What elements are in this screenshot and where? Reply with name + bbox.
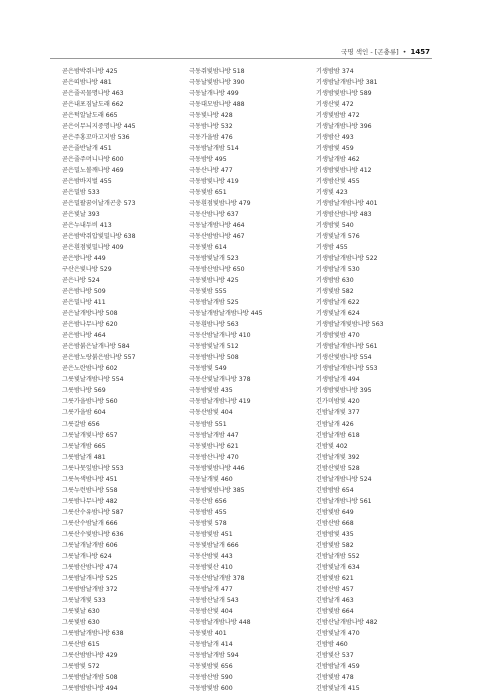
index-entry: 곧은나방 524 — [62, 277, 100, 285]
index-entry: 기생밤날개 622 — [316, 299, 360, 307]
index-entry: 곧은노란밤나방 602 — [62, 365, 118, 373]
index-entry: 기생밤산빛 455 — [316, 178, 360, 186]
index-entry: 그릇날개빛나방 657 — [62, 431, 118, 439]
index-entry: 곧은밤나무나방 620 — [62, 321, 118, 329]
index-entry: 극동빛밤 614 — [189, 244, 227, 252]
index-entry: 기생밤날개밤나방 553 — [316, 365, 378, 373]
index-entry: 극동밤빛날개 512 — [189, 343, 239, 351]
index-entry: 곧은밤바지벌 455 — [62, 178, 112, 186]
index-entry: 극동산밤빛 443 — [189, 552, 233, 560]
index-entry: 그릇밤날개 481 — [62, 453, 106, 461]
index-entry: 극동산빛날개나방 378 — [189, 376, 251, 384]
index-entry: 긴밤날개 463 — [316, 596, 354, 604]
header-bullet: • — [402, 47, 407, 56]
index-entry: 곧은밤나방 464 — [62, 332, 106, 340]
index-entry: 긴밤밤 460 — [316, 640, 348, 648]
index-entry: 기생밤날개빛밤나방 563 — [316, 321, 384, 329]
index-entry: 긴밤날개빛 377 — [316, 409, 360, 417]
index-entry: 극동빛밤 401 — [189, 629, 227, 637]
index-column-1 — [62, 66, 188, 694]
index-entry: 극동밤빛밤 600 — [189, 684, 233, 692]
index-entry: 긴밤날개빛 392 — [316, 453, 360, 461]
index-entry: 곧은방나방 449 — [62, 255, 106, 263]
index-entry: 기생빛밤 582 — [316, 288, 354, 296]
index-entry: 그릇산수밤날개 666 — [62, 519, 118, 527]
index-entry: 기생밤밤 630 — [316, 277, 354, 285]
index-entry: 극동밤산나방 470 — [189, 453, 239, 461]
index-entry: 곧은주홍꼬마고지밤 536 — [62, 134, 130, 142]
index-entry: 곧은날개방나방 508 — [62, 310, 118, 318]
index-entry: 곧은줄주머니나방 600 — [62, 156, 124, 164]
index-entry: 그릇산밤 615 — [62, 640, 100, 648]
index-entry: 기생밤날개 530 — [316, 266, 360, 274]
index-entry: 그릇밤산밤나방 474 — [62, 563, 118, 571]
index-entry: 극동밤산밤나방 650 — [189, 266, 245, 274]
index-entry: 긴가미밤빛 420 — [316, 398, 360, 406]
index-entry: 그릇밤나방 569 — [62, 387, 106, 395]
index-entry: 극동밤날개밤나방 448 — [189, 618, 251, 626]
index-entry: 극동산밤밤나방 467 — [189, 233, 245, 241]
index-entry: 극동날개빛 460 — [189, 475, 233, 483]
index-entry: 그릇날개밤 665 — [62, 442, 106, 450]
index-entry: 그릇나뭇잎밤나방 553 — [62, 464, 124, 472]
index-entry: 긴밤빛날개 415 — [316, 684, 360, 692]
index-entry: 극동밤날개밤나방 419 — [189, 398, 251, 406]
index-columns — [62, 66, 442, 694]
index-entry: 구산은빛나방 529 — [62, 266, 112, 274]
index-entry: 그릇밤밤밤나방 494 — [62, 684, 118, 692]
index-entry: 기생밤빛밤나방 395 — [316, 387, 372, 395]
index-entry: 극동밤밤나방 508 — [189, 354, 239, 362]
index-entry: 곧은밀노볼깨나방 469 — [62, 167, 124, 175]
index-entry: 극동날개밤날개밤나방 445 — [189, 310, 263, 318]
index-entry: 그릇밤밤날개밤 372 — [62, 585, 118, 593]
index-entry: 그릇빛날개밤나방 554 — [62, 376, 124, 384]
index-entry: 극동밤빛나방 419 — [189, 178, 239, 186]
running-title: 국명 색인 - [곤충류] — [341, 48, 399, 56]
index-column-3 — [316, 66, 442, 694]
index-entry: 긴밤날개밤 552 — [316, 552, 360, 560]
index-entry: 긴밤빛밤 649 — [316, 508, 354, 516]
index-entry: 극동밤날개 477 — [189, 585, 233, 593]
index-entry: 극동밤빛밤 451 — [189, 530, 233, 538]
index-entry: 기생밤빛 540 — [316, 222, 354, 230]
index-entry: 극동대모밤나방 488 — [189, 101, 245, 109]
index-entry: 그릇녹색밤나방 451 — [62, 475, 118, 483]
index-entry: 곧은줄곡물명나방 463 — [62, 90, 124, 98]
index-entry: 그릇밤날개나방 525 — [62, 574, 118, 582]
index-entry: 그릇가을밤 604 — [62, 409, 106, 417]
index-entry: 긴밤빛산 537 — [316, 651, 354, 659]
index-entry: 긴밤빛밤 582 — [316, 541, 354, 549]
index-entry: 극동빛밤 555 — [189, 288, 227, 296]
index-entry: 곧은흰점빛밀나방 409 — [62, 244, 124, 252]
index-entry: 극동가을밤 476 — [189, 134, 233, 142]
index-entry: 극동산밤날개밤 378 — [189, 574, 245, 582]
index-entry: 극동빛밤나방 425 — [189, 277, 239, 285]
page-number: 1457 — [410, 47, 430, 56]
index-entry: 긴밤산밤 457 — [316, 585, 354, 593]
index-entry: 긴밤밤밤 654 — [316, 486, 354, 494]
index-entry: 곧은이무늬지중명나방 445 — [62, 123, 136, 131]
index-entry: 긴밤산빛밤 528 — [316, 464, 360, 472]
index-entry: 긴밤날개 426 — [316, 420, 354, 428]
index-entry: 긴밤빛 402 — [316, 442, 348, 450]
index-entry: 긴밤빛날개 470 — [316, 629, 360, 637]
header-rule — [50, 58, 432, 59]
index-entry: 극동밤날개밤 514 — [189, 145, 239, 153]
index-entry: 그릇빛밤 630 — [62, 618, 100, 626]
index-entry: 곧은밤노랑붉은밤나방 557 — [62, 354, 136, 362]
index-entry: 곧은밤붉은날개나방 584 — [62, 343, 130, 351]
index-entry: 그릇밤밤날개밤 508 — [62, 673, 118, 681]
index-entry: 그릇날개나방 624 — [62, 552, 112, 560]
index-entry: 기생밤빛밤나방 412 — [316, 167, 372, 175]
index-entry: 극동밤빛산 410 — [189, 563, 233, 571]
index-entry: 극동밤날개밤 447 — [189, 431, 239, 439]
index-entry: 기생밤산 493 — [316, 134, 354, 142]
index-entry: 극동밤날개밤 525 — [189, 299, 239, 307]
index-entry: 곧은밀팔꿈이날개곤충 573 — [62, 200, 136, 208]
index-entry: 기생산빛 472 — [316, 101, 354, 109]
index-entry: 극동흰점빛밤나방 479 — [189, 200, 251, 208]
index-entry: 극동산밤 656 — [189, 497, 227, 505]
index-entry: 극동밤산빛 404 — [189, 607, 233, 615]
index-entry: 극동밤밤 551 — [189, 420, 227, 428]
index-entry: 극동밤날개 414 — [189, 640, 233, 648]
index-entry: 극동빛밤빛 656 — [189, 662, 233, 670]
index-entry: 곧은밀밤 533 — [62, 189, 100, 197]
index-entry: 그릇누런밤나방 558 — [62, 486, 118, 494]
index-entry: 극동밤산날개 543 — [189, 596, 239, 604]
index-entry: 극동빛나방 428 — [189, 112, 233, 120]
index-entry: 극동산밤나방 637 — [189, 211, 239, 219]
index-entry: 기생빛밤밤 472 — [316, 112, 360, 120]
index-entry: 극동밤빛밤나방 446 — [189, 464, 245, 472]
index-entry: 그릇밤날개밤나방 638 — [62, 629, 124, 637]
index-entry: 기생밤날개밤나방 561 — [316, 343, 378, 351]
index-entry: 그릇날개빛 533 — [62, 596, 106, 604]
index-entry: 기생밤날개밤나방 381 — [316, 79, 378, 87]
index-entry: 극동밤날개밤 594 — [189, 651, 239, 659]
index-entry: 극동쥐빛밤나방 518 — [189, 68, 245, 75]
index-entry: 그릇가을밤나방 560 — [62, 398, 118, 406]
index-entry: 곧은밤박쥐압빛밀나방 638 — [62, 233, 136, 241]
index-entry: 그릇산밤밤나방 429 — [62, 651, 118, 659]
index-entry: 기생빛날개 576 — [316, 233, 360, 241]
index-entry: 극동밤빛 578 — [189, 519, 227, 527]
index-entry: 긴밤밤빛 435 — [316, 530, 354, 538]
index-entry: 긴밤밤날개 459 — [316, 662, 360, 670]
index-entry: 기생날개밤나방 396 — [316, 123, 372, 131]
index-entry: 극동밤방 495 — [189, 156, 227, 164]
index-entry: 극동밤밤 455 — [189, 508, 227, 516]
index-entry: 기생빛 423 — [316, 189, 348, 197]
index-entry: 극동밤빛 549 — [189, 365, 227, 373]
index-entry: 곧은띠밤나방 481 — [62, 79, 112, 87]
index-entry: 그릇빛날 630 — [62, 607, 100, 615]
index-entry: 곧은빛날 393 — [62, 211, 100, 219]
index-entry: 그릇밤나무나방 482 — [62, 497, 118, 505]
index-entry: 극동산밤날개나방 410 — [189, 332, 251, 340]
index-entry: 그릇갈밤 656 — [62, 420, 100, 428]
index-entry: 기생밤산밤나방 483 — [316, 211, 372, 219]
index-entry: 긴밤날개밤 618 — [316, 431, 360, 439]
index-entry: 기생밤빛밤나방 589 — [316, 90, 372, 98]
index-entry: 극동날빛밤나방 390 — [189, 79, 245, 87]
running-header — [341, 47, 430, 56]
index-entry: 기생밤날개밤나방 522 — [316, 255, 378, 263]
index-entry: 곧은줄반날개 451 — [62, 145, 112, 153]
index-entry: 기생밤 455 — [316, 244, 348, 252]
index-entry: 극동밤빛날개 523 — [189, 255, 239, 263]
index-entry: 극동밤나방 532 — [189, 123, 233, 131]
index-entry: 기생빛날개 624 — [316, 310, 360, 318]
index-entry: 기생밤밤 374 — [316, 68, 354, 75]
index-entry: 긴밤빛밤 621 — [316, 574, 354, 582]
index-entry: 긴밤빛밤 478 — [316, 673, 354, 681]
index-entry: 극동밤빛밤나방 385 — [189, 486, 245, 494]
index-entry: 그릇밤빛 572 — [62, 662, 100, 670]
index-entry: 곧은밤박쥐나방 425 — [62, 68, 118, 75]
index-entry: 긴밤날개밤나방 524 — [316, 475, 372, 483]
index-entry: 극동빛밤나방 621 — [189, 442, 239, 450]
index-entry: 곧은누내두비 413 — [62, 222, 112, 230]
index-entry: 기생산빛밤나방 554 — [316, 354, 372, 362]
index-entry: 극동밤산밤 590 — [189, 673, 233, 681]
index-entry: 긴밤날개밤나방 561 — [316, 497, 372, 505]
index-entry: 극동흰밤나방 563 — [189, 321, 239, 329]
index-entry: 곧은턱알날도래 665 — [62, 112, 118, 120]
index-entry: 곧은내포짐날도래 662 — [62, 101, 124, 109]
index-entry: 그릇산수빛밤나방 636 — [62, 530, 124, 538]
index-entry: 극동밤빛밤 435 — [189, 387, 233, 395]
index-entry: 긴밤빛밤 664 — [316, 607, 354, 615]
index-entry: 기생밤날개 494 — [316, 376, 360, 384]
index-entry: 극동날개밤나방 464 — [189, 222, 245, 230]
index-entry: 극동빛밤 651 — [189, 189, 227, 197]
index-column-2 — [189, 66, 315, 694]
index-entry: 기생밤빛밤 470 — [316, 332, 360, 340]
index-entry: 곧은밤나방 509 — [62, 288, 106, 296]
index-entry: 기생날개밤 462 — [316, 156, 360, 164]
index-entry: 긴밤빛날개 634 — [316, 563, 360, 571]
index-entry: 그릇산수유밤나방 587 — [62, 508, 124, 516]
index-entry: 기생밤빛 459 — [316, 145, 354, 153]
index-entry: 극동산나방 477 — [189, 167, 233, 175]
index-entry: 긴밤산밤 668 — [316, 519, 354, 527]
index-entry: 극동빛밤날개 666 — [189, 541, 239, 549]
index-entry: 극동날개나방 499 — [189, 90, 239, 98]
index-entry: 그릇날개날개밤 606 — [62, 541, 118, 549]
index-entry: 곧은밀나방 411 — [62, 299, 106, 307]
index-entry: 극동산밤빛 404 — [189, 409, 233, 417]
index-entry: 기생밤날개밤나방 401 — [316, 200, 378, 208]
index-entry: 긴밤산날개밤나방 482 — [316, 618, 378, 626]
